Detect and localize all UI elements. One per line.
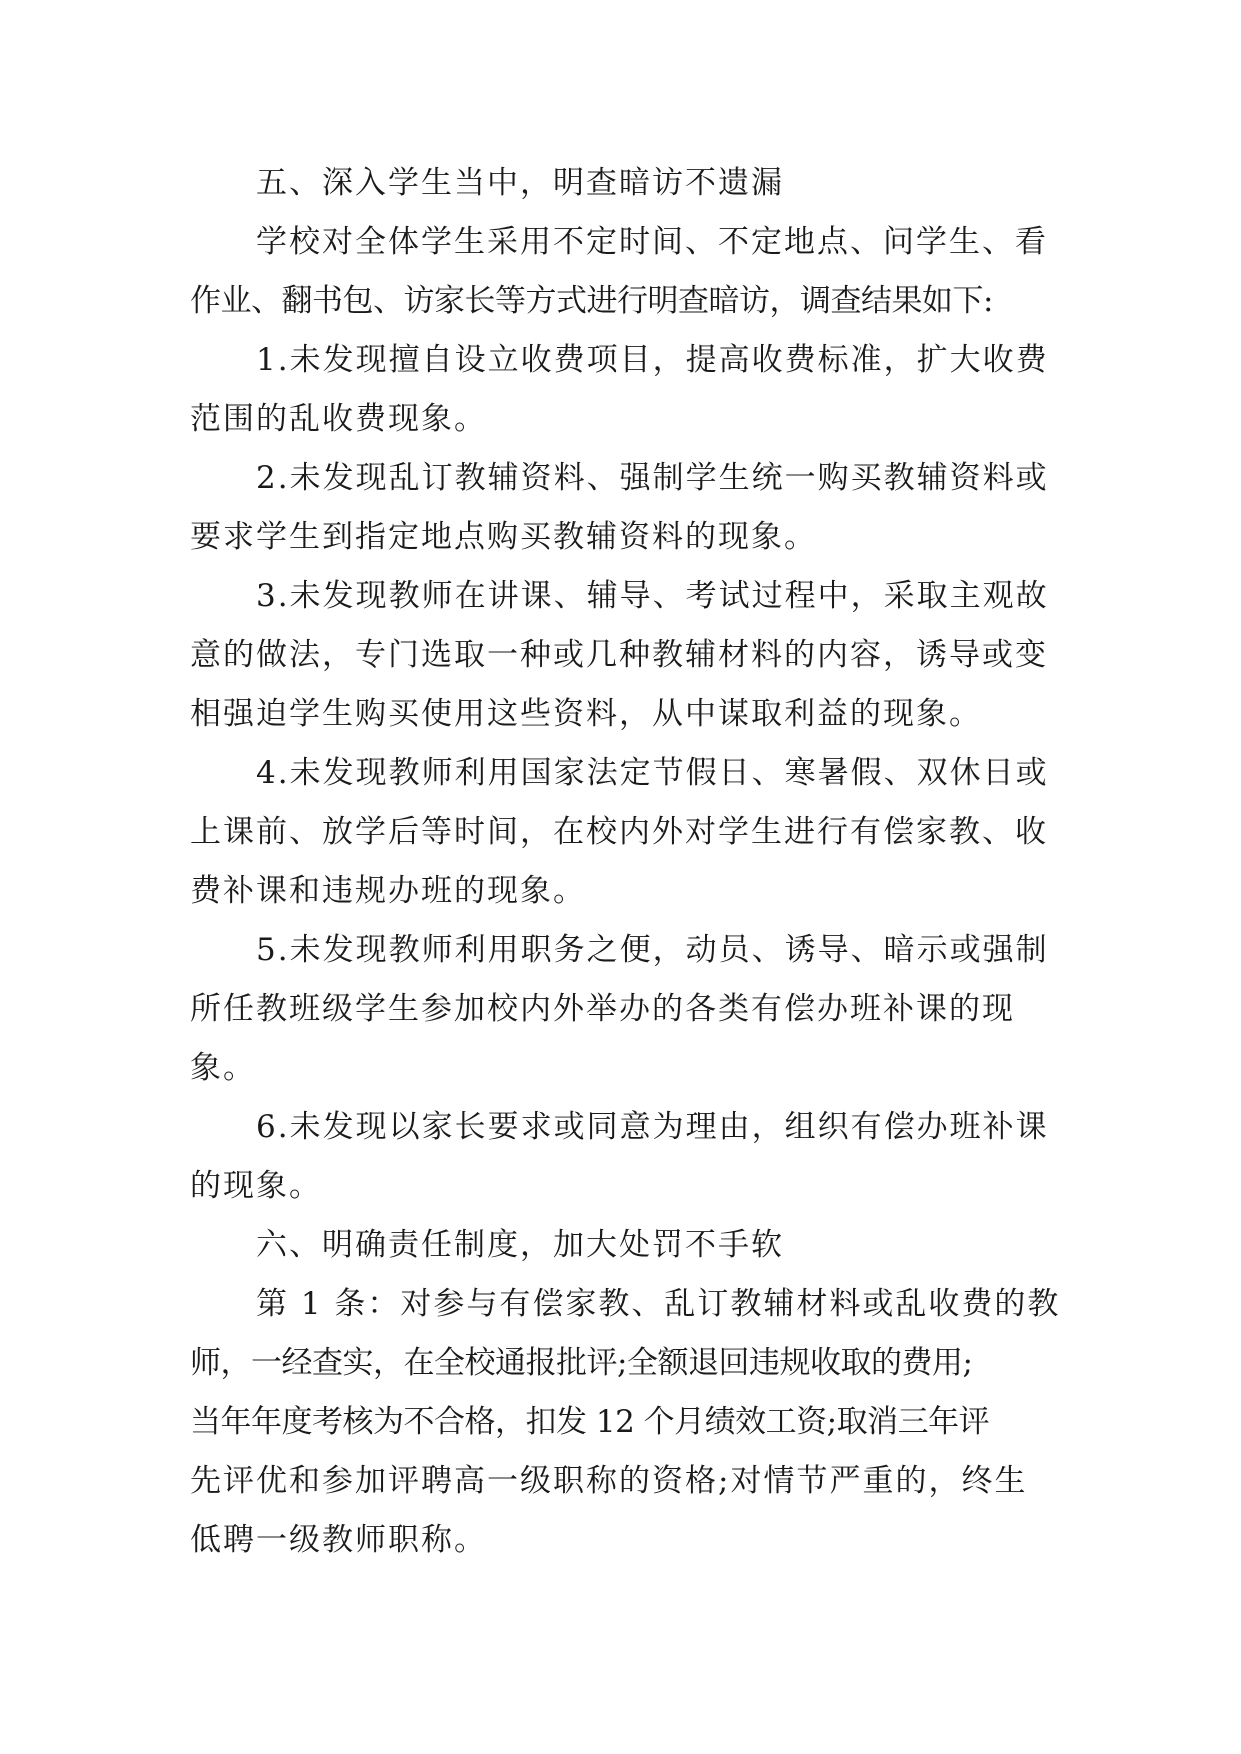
paragraph-line: 意的做法，专门选取一种或几种教辅材料的内容，诱导或变: [190, 637, 1048, 673]
paragraph-line: 要求学生到指定地点购买教辅资料的现象。: [190, 519, 817, 555]
paragraph-line: 范围的乱收费现象。: [190, 401, 487, 437]
paragraph-line: 相强迫学生购买使用这些资料，从中谋取利益的现象。: [190, 696, 982, 732]
list-item-3: 3.未发现教师在讲课、辅导、考试过程中，采取主观故: [256, 578, 1049, 614]
paragraph-line: 的现象。: [190, 1168, 322, 1204]
list-item-6: 6.未发现以家长要求或同意为理由，组织有偿办班补课: [256, 1109, 1049, 1145]
paragraph-line: 费补课和违规办班的现象。: [190, 873, 586, 909]
paragraph-line: 作业、翻书包、访家长等方式进行明查暗访，调查结果如下:: [190, 283, 993, 319]
paragraph-line: 先评优和参加评聘高一级职称的资格;对情节严重的，终生: [190, 1463, 1028, 1499]
paragraph-line: 低聘一级教师职称。: [190, 1522, 487, 1558]
list-item-1: 1.未发现擅自设立收费项目，提高收费标准，扩大收费: [256, 342, 1049, 378]
document-body: [190, 154, 1070, 1570]
paragraph-line: 当年年度考核为不合格，扣发 12 个月绩效工资;取消三年评: [190, 1404, 990, 1440]
paragraph-line: 上课前、放学后等时间，在校内外对学生进行有偿家教、收: [190, 814, 1048, 850]
section-heading-5: 五、深入学生当中，明查暗访不遗漏: [256, 165, 784, 201]
list-item-4: 4.未发现教师利用国家法定节假日、寒暑假、双休日或: [256, 755, 1049, 791]
paragraph-line: 象。: [190, 1050, 256, 1086]
paragraph-line: 所任教班级学生参加校内外举办的各类有偿办班补课的现: [190, 991, 1015, 1027]
list-item-5: 5.未发现教师利用职务之便，动员、诱导、暗示或强制: [256, 932, 1049, 968]
paragraph-line: 学校对全体学生采用不定时间、不定地点、问学生、看: [256, 224, 1048, 260]
paragraph-line: 师，一经查实，在全校通报批评;全额退回违规收取的费用;: [190, 1345, 973, 1381]
section-heading-6: 六、明确责任制度，加大处罚不手软: [256, 1227, 784, 1263]
article-1: 第 1 条：对参与有偿家教、乱订教辅材料或乱收费的教: [256, 1286, 1061, 1322]
list-item-2: 2.未发现乱订教辅资料、强制学生统一购买教辅资料或: [256, 460, 1049, 496]
